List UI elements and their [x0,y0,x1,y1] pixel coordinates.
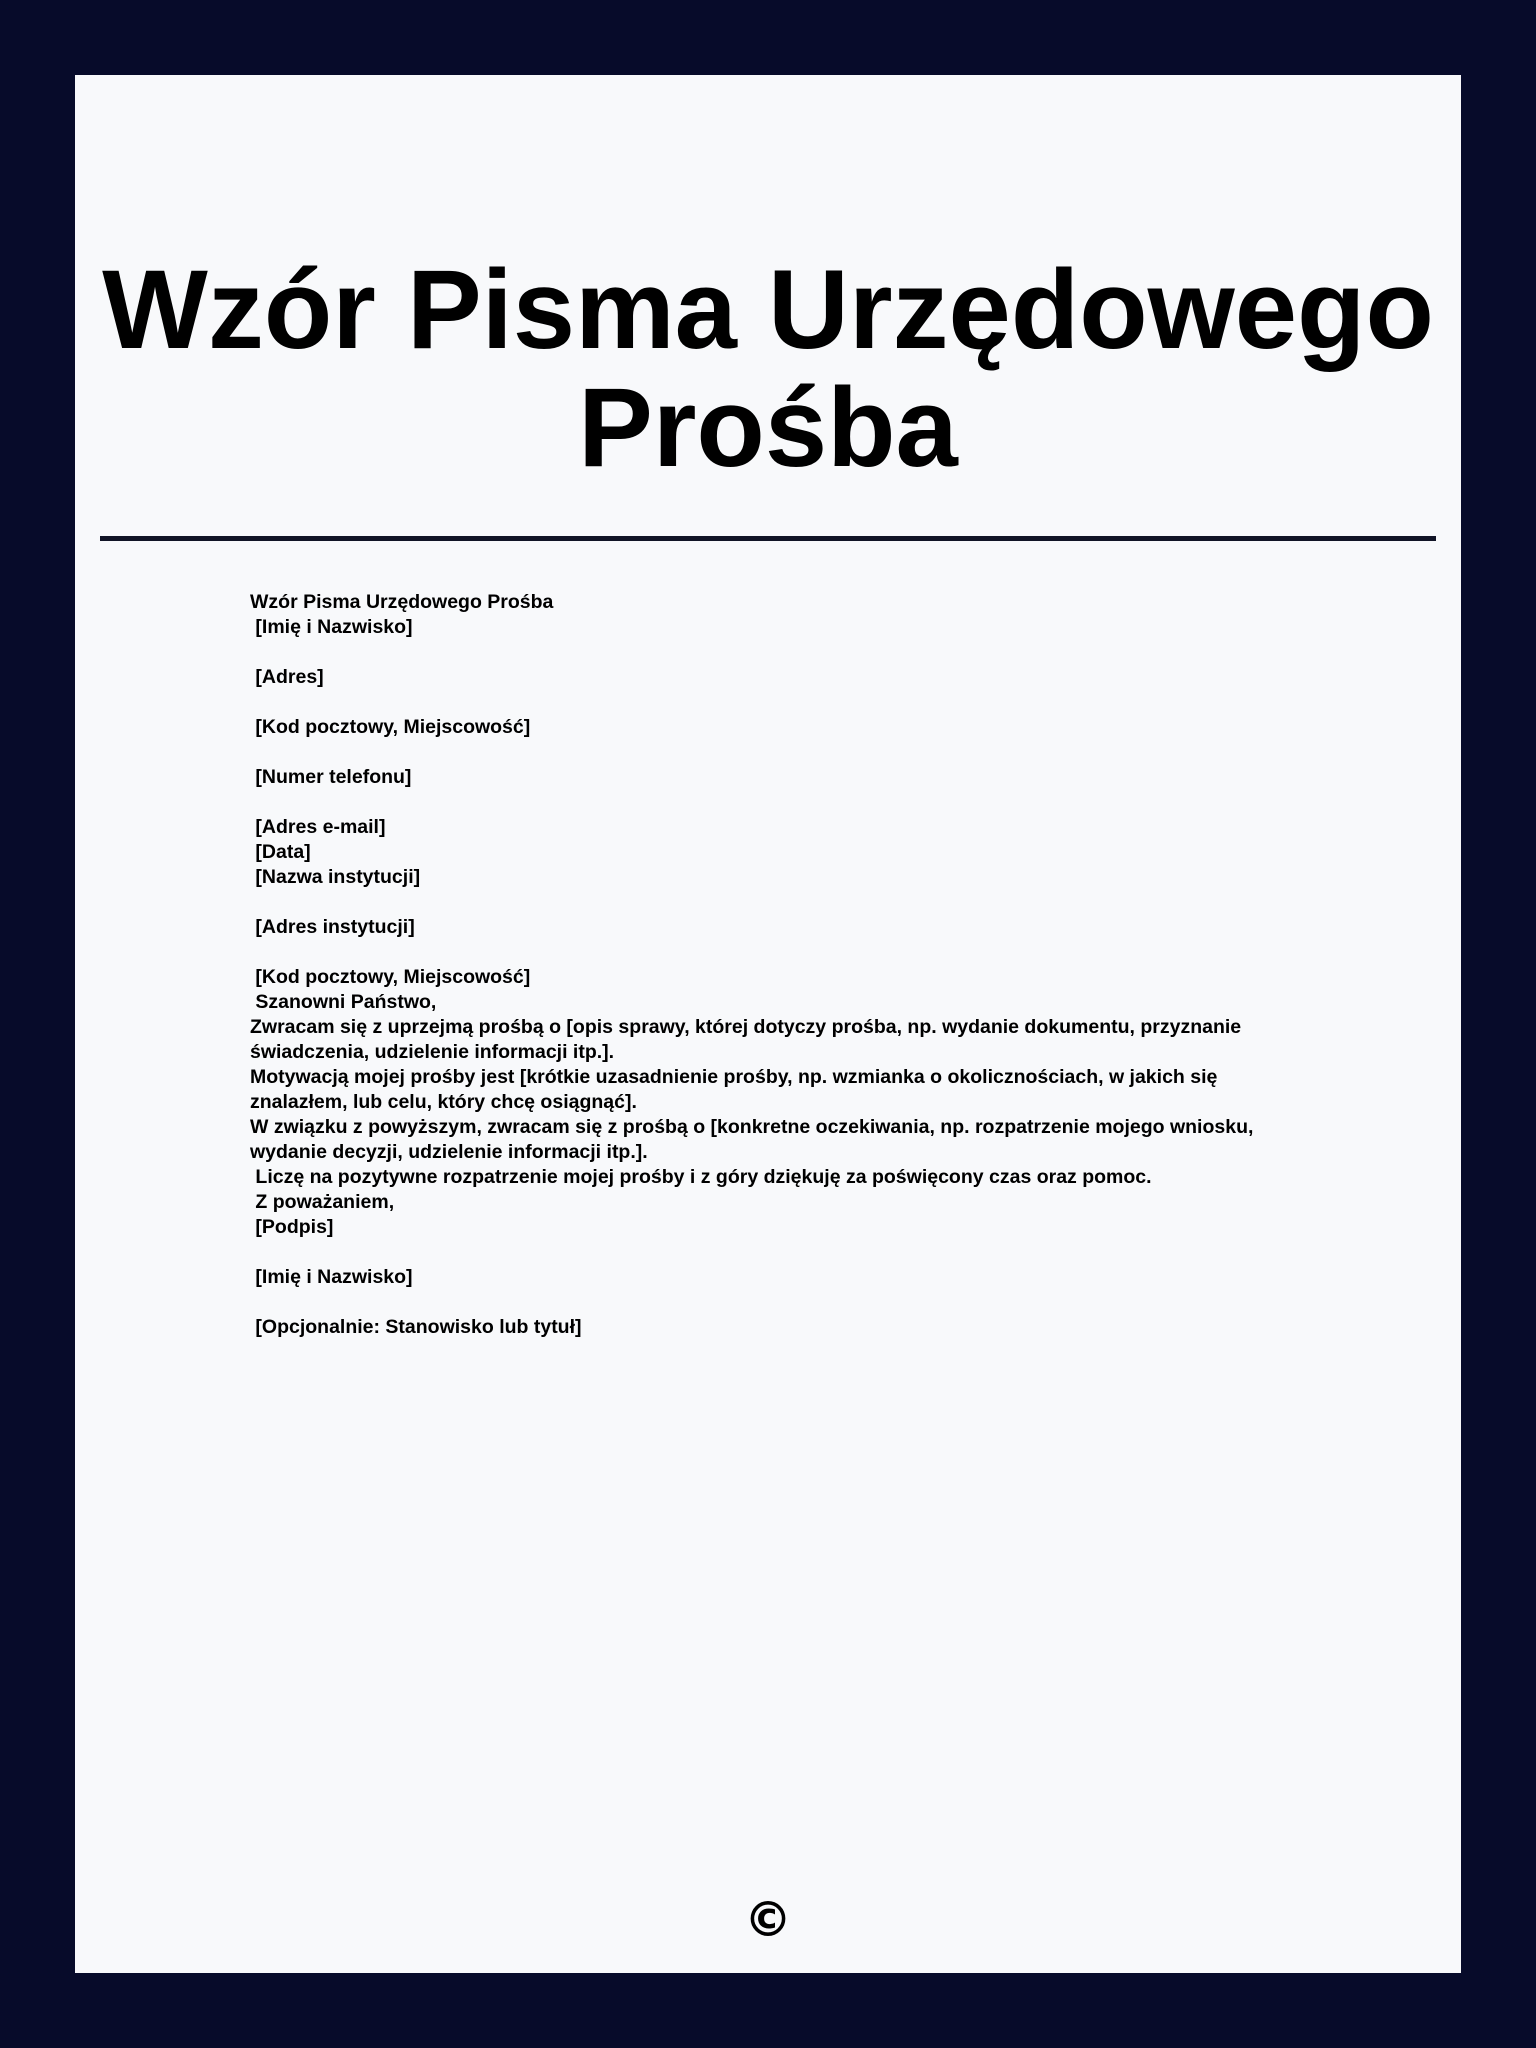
letter-line [250,1290,1310,1315]
letter-line: [Nazwa instytucji] [250,866,421,888]
title-line-2: Prośba [578,365,958,490]
letter-line [250,740,1310,765]
letter-line: [Adres e-mail] [250,816,386,838]
title-divider [100,536,1436,541]
letter-line: [Data] [250,841,311,863]
letter-line: [Kod pocztowy, Miejscowość] [250,966,531,988]
document-page [75,75,1461,1973]
letter-line: [Numer telefonu] [250,766,412,788]
letter-line: Z poważaniem, [250,1191,395,1213]
letter-line [250,940,1310,965]
letter-paragraph: Zwracam się z uprzejmą prośbą o [opis sprawy, której dotyczy prośba, np. wydanie dokumentu, przyznanie świadczenia, udzielenie informacji itp.]. [250,1016,1242,1063]
letter-line: [Kod pocztowy, Miejscowość] [250,716,531,738]
letter-line: [Imię i Nazwisko] [250,616,413,638]
letter-line: Szanowni Państwo, [250,991,437,1013]
letter-line [250,640,1310,665]
letter-line: [Imię i Nazwisko] [250,1266,413,1288]
letter-line [250,1240,1310,1265]
letter-paragraph: W związku z powyższym, zwracam się z prośbą o [konkretne oczekiwania, np. rozpatrzenie mojego wniosku, wydanie decyzji, udzielenie informacji itp.]. [250,1116,1254,1163]
letter-line [250,790,1310,815]
letter-line [250,890,1310,915]
letter-paragraph: Motywacją mojej prośby jest [krótkie uzasadnienie prośby, np. wzmianka o okolicznościach, w jakich się znalazłem, lub celu, który chcę osiągnąć]. [250,1066,1218,1113]
letter-line: [Opcjonalnie: Stanowisko lub tytuł] [250,1316,582,1338]
copyright-icon: © [744,1892,792,1948]
letter-line: Liczę na pozytywne rozpatrzenie mojej prośby i z góry dziękuję za poświęcony czas oraz pomoc. [250,1166,1152,1188]
title-line-1: Wzór Pisma Urzędowego [102,247,1434,372]
page-title [75,247,1461,490]
letter-line: [Adres instytucji] [250,916,415,938]
letter-line: Wzór Pisma Urzędowego Prośba [250,591,554,613]
letter-line: [Adres] [250,666,324,688]
letter-body [250,590,1310,1340]
letter-line [250,690,1310,715]
letter-line: [Podpis] [250,1216,334,1238]
